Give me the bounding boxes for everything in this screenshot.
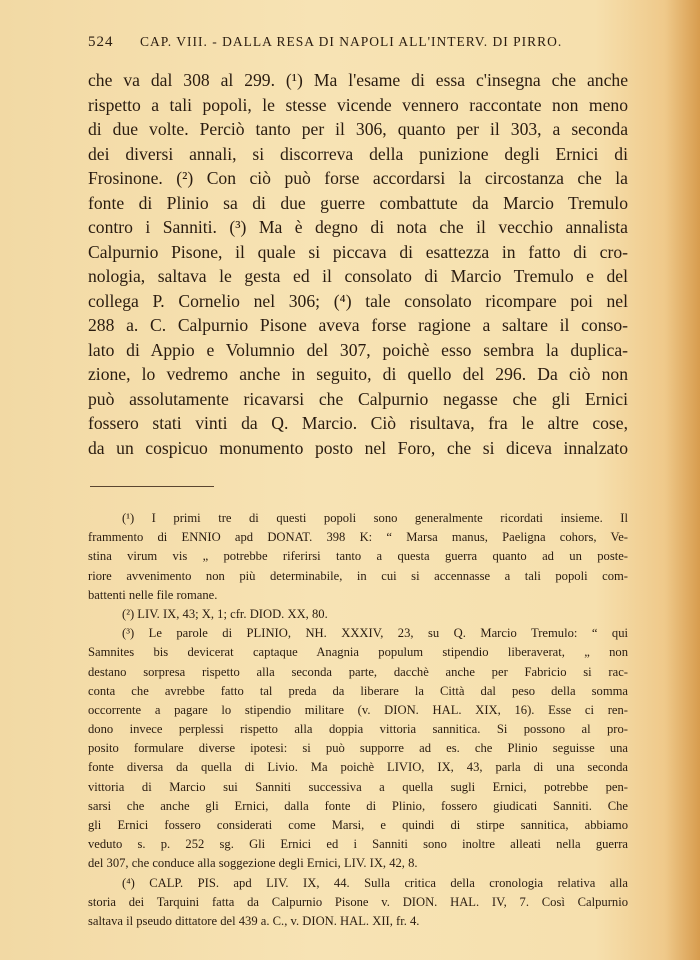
footnote-line: occorrente a pagare lo stipendio militare (v. DION. HAL. XIX, 16). Esse ci ren- (88, 702, 628, 717)
text-line: nologia, saltava le gesta ed il consolato di Marcio Tremulo e del (88, 266, 628, 286)
footnote-line: fonte diversa da quella di Livio. Ma poichè LIVIO, IX, 43, parla di una seconda (88, 760, 628, 775)
footnotes (88, 509, 628, 931)
footnote-line: (⁴) CALP. PIS. apd LIV. IX, 44. Sulla critica della cronologia relativa alla (122, 875, 628, 890)
text-line: Frosinone. (²) Con ciò può forse accordarsi la circostanza che la (88, 168, 628, 188)
page-number: 524 (88, 34, 114, 50)
footnote-line: battenti nelle file romane. (88, 587, 218, 602)
main-text (88, 68, 628, 460)
footnote-line: (³) Le parole di PLINIO, NH. XXXIV, 23, su Q. Marcio Tremulo: “ qui (122, 626, 628, 641)
footnote-line: riore avvenimento non più determinabile, in cui si accennasse a tali popoli com- (88, 568, 628, 583)
footnote-4 (88, 874, 628, 932)
running-head: CAP. VIII. - DALLA RESA DI NAPOLI ALL'INTERV. DI PIRRO. (140, 34, 563, 49)
footnote-line: frammento di ENNIO apd DONAT. 398 K: “ Marsa manus, Paeligna cohors, Ve- (88, 530, 628, 545)
footnote-line: posito formulare diverse ipotesi: si può supporre ad es. che Plinio seguisse una (88, 741, 628, 756)
footnote-line: (¹) I primi tre di questi popoli sono generalmente ricordati insieme. Il (122, 511, 628, 525)
footnote-line: sarsi che anche gli Ernici, dalla fonte di Plinio, fossero giudicati Sanniti. Che (88, 798, 628, 813)
footnote-line: conta che avrebbe fatto tal preda da liberare la Città dal peso della somma (88, 683, 628, 698)
text-line: rispetto a tali popoli, le stesse vicende vennero raccontate non meno (88, 94, 628, 115)
text-line: fonte di Plinio sa di due guerre combattute da Marcio Tremulo (88, 192, 628, 213)
footnote-line: saltava il pseudo dittatore del 439 a. C., v. DION. HAL. XII, fr. 4. (88, 913, 420, 928)
footnote-line: Samnites bis devicerat captaque Anagnia populum stipendio liberaverat, „ non (88, 645, 628, 660)
text-line: di due volte. Perciò tanto per il 306, quanto per il 303, a seconda (88, 119, 628, 139)
page-header (88, 34, 588, 51)
text-line: lato di Appio e Volumnio del 307, poichè esso sembra la duplica- (88, 339, 628, 360)
text-line: dei diversi annali, si discorreva della punizione degli Ernici di (88, 143, 628, 164)
footnote-line: del 307, che conduce alla soggezione degli Ernici, LIV. IX, 42, 8. (88, 856, 418, 871)
footnote-line: dono invece perplessi rispetto alla doppia vittoria sannitica. Si possono al pro- (88, 722, 628, 737)
footnote-separator (90, 486, 214, 487)
footnote-1 (88, 509, 628, 605)
text-line: zione, lo vedremo anche in seguito, di quello del 296. Da ciò non (88, 364, 628, 384)
text-line: che va dal 308 al 299. (¹) Ma l'esame di essa c'insegna che anche (88, 70, 628, 90)
text-line: può assolutamente ricavarsi che Calpurnio negasse che gli Ernici (88, 388, 628, 409)
footnote-line: veduto s. p. 252 sg. Gli Ernici ed i Sanniti sono inoltre alleati nella guerra (88, 837, 628, 852)
text-line: da un cospicuo monumento posto nel Foro, che si diceva innalzato (88, 437, 628, 458)
footnote-line: vittoria di Marcio sui Sanniti successiva a quella sugli Ernici, potrebbe pen- (88, 779, 628, 794)
footnote-line: stina virum vis „ potrebbe riferirsi tanto a questa guerra quanto ad un poste- (88, 549, 628, 564)
footnote-line: (²) LIV. IX, 43; X, 1; cfr. DIOD. XX, 80. (122, 606, 328, 621)
footnote-line: destano sorpresa rispetto alla seconda parte, dacchè anche per Fabricio si rac- (88, 664, 628, 679)
footnote-2 (88, 605, 628, 624)
text-line: collega P. Cornelio nel 306; (⁴) tale consolato ricompare poi nel (88, 290, 628, 311)
text-line: contro i Sanniti. (³) Ma è degno di nota che il vecchio annalista (88, 217, 628, 237)
footnote-line: gli Ernici fossero considerati come Marsi, e quindi di stirpe sannitica, abbiamo (88, 818, 628, 832)
text-line: Calpurnio Pisone, il quale si piccava di esattezza in fatto di cro- (88, 241, 628, 262)
text-line: 288 a. C. Calpurnio Pisone aveva forse ragione a saltare il conso- (88, 315, 628, 335)
footnote-3 (88, 624, 628, 873)
footnote-line: storia dei Tarquini fatta da Calpurnio Pisone v. DION. HAL. IV, 7. Così Calpurnio (88, 894, 628, 909)
text-line: fossero stati vinti da Q. Marcio. Ciò risultava, fra le altre cose, (88, 413, 628, 433)
